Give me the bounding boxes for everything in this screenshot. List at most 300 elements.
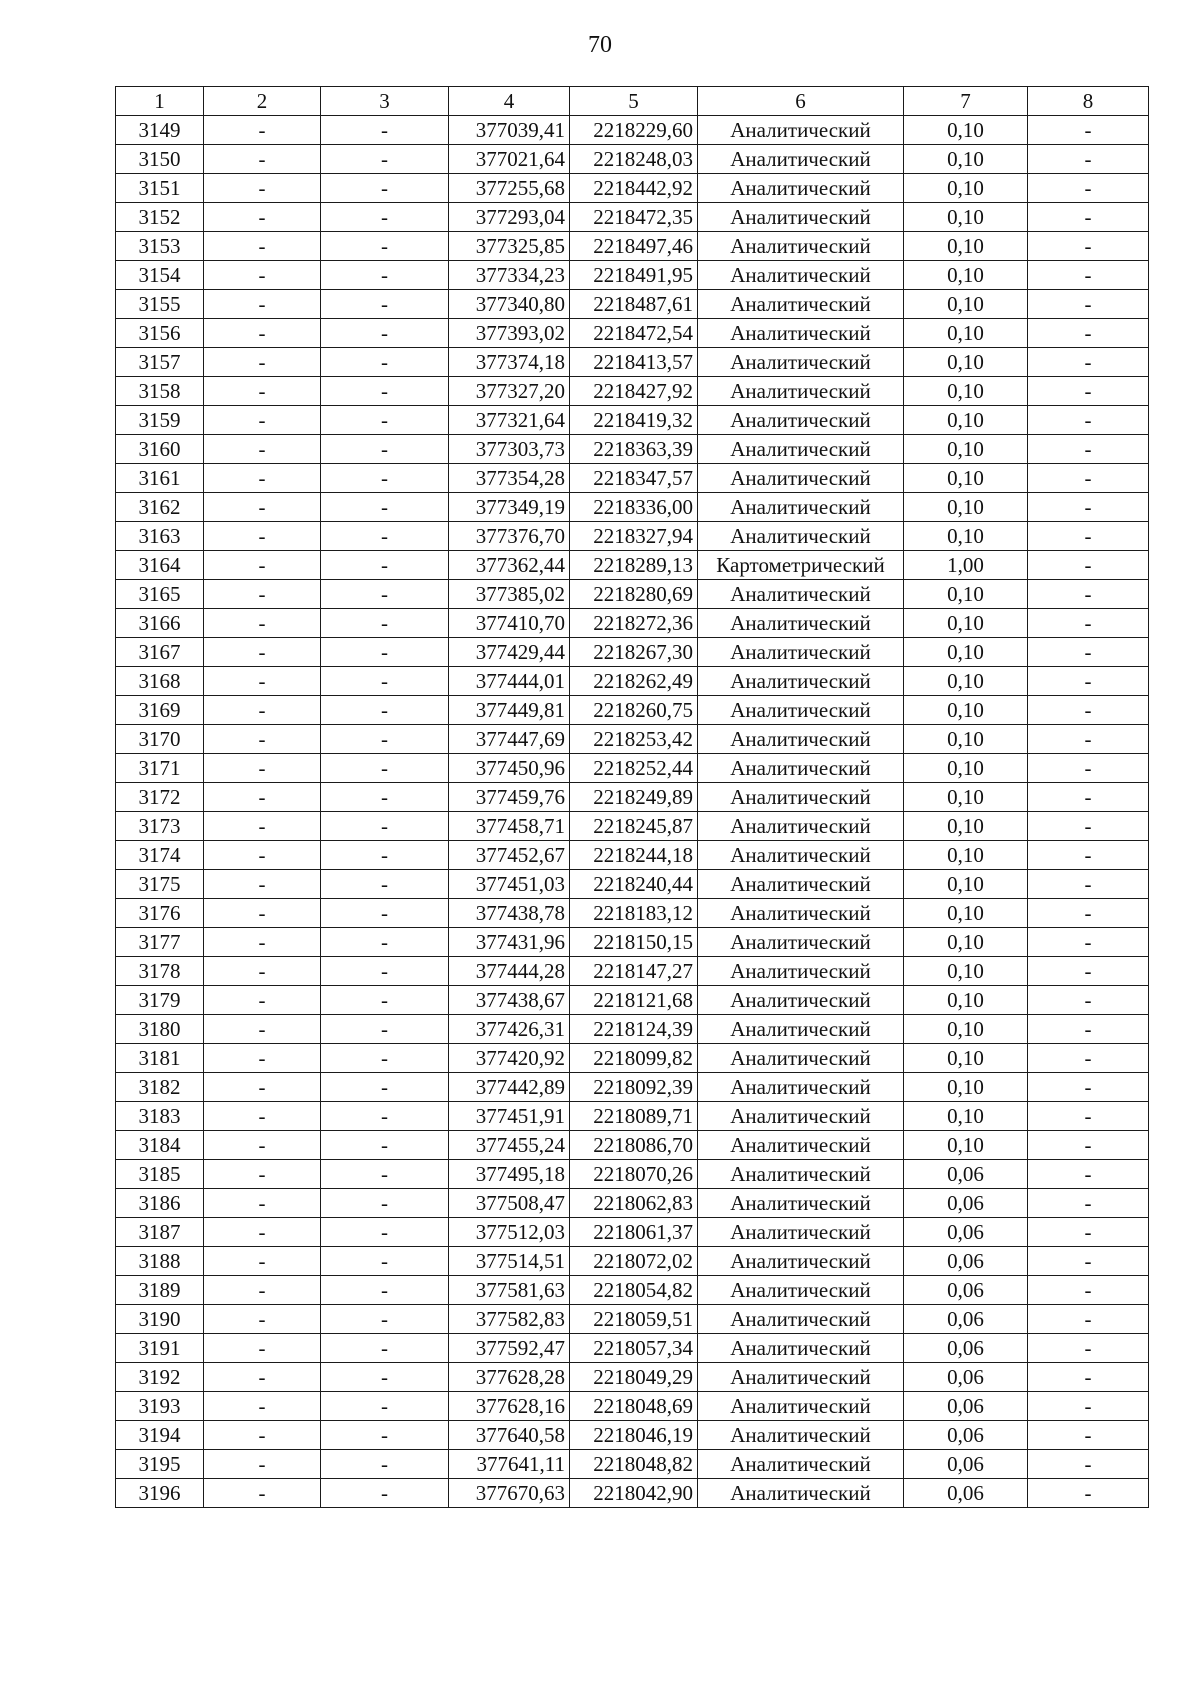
point-number-cell: 3183 xyxy=(116,1102,204,1131)
method-cell: Аналитический xyxy=(698,783,904,812)
col2-cell: - xyxy=(204,1450,321,1479)
col8-cell: - xyxy=(1028,290,1149,319)
col2-cell: - xyxy=(204,1276,321,1305)
accuracy-cell: 0,06 xyxy=(904,1392,1028,1421)
method-cell: Аналитический xyxy=(698,986,904,1015)
col2-cell: - xyxy=(204,1392,321,1421)
y-coordinate-cell: 2218062,83 xyxy=(570,1189,698,1218)
col8-cell: - xyxy=(1028,899,1149,928)
x-coordinate-cell: 377327,20 xyxy=(449,377,570,406)
method-cell: Аналитический xyxy=(698,1392,904,1421)
table-row xyxy=(116,1189,1149,1218)
accuracy-cell: 0,10 xyxy=(904,580,1028,609)
col2-cell: - xyxy=(204,1247,321,1276)
point-number-cell: 3175 xyxy=(116,870,204,899)
col2-cell: - xyxy=(204,116,321,145)
col3-cell: - xyxy=(321,1189,449,1218)
x-coordinate-cell: 377303,73 xyxy=(449,435,570,464)
x-coordinate-cell: 377334,23 xyxy=(449,261,570,290)
col2-cell: - xyxy=(204,377,321,406)
accuracy-cell: 0,10 xyxy=(904,319,1028,348)
col8-cell: - xyxy=(1028,1044,1149,1073)
col3-cell: - xyxy=(321,783,449,812)
col3-cell: - xyxy=(321,261,449,290)
table-row xyxy=(116,928,1149,957)
point-number-cell: 3188 xyxy=(116,1247,204,1276)
col8-cell: - xyxy=(1028,116,1149,145)
col3-cell: - xyxy=(321,435,449,464)
y-coordinate-cell: 2218419,32 xyxy=(570,406,698,435)
point-number-cell: 3169 xyxy=(116,696,204,725)
method-cell: Аналитический xyxy=(698,464,904,493)
table-row xyxy=(116,638,1149,667)
accuracy-cell: 0,10 xyxy=(904,696,1028,725)
col2-cell: - xyxy=(204,1131,321,1160)
method-cell: Аналитический xyxy=(698,1131,904,1160)
y-coordinate-cell: 2218442,92 xyxy=(570,174,698,203)
accuracy-cell: 0,06 xyxy=(904,1189,1028,1218)
accuracy-cell: 0,10 xyxy=(904,754,1028,783)
col3-cell: - xyxy=(321,377,449,406)
table-row xyxy=(116,493,1149,522)
col8-cell: - xyxy=(1028,1015,1149,1044)
col2-cell: - xyxy=(204,609,321,638)
y-coordinate-cell: 2218121,68 xyxy=(570,986,698,1015)
point-number-cell: 3194 xyxy=(116,1421,204,1450)
col8-cell: - xyxy=(1028,1189,1149,1218)
col2-cell: - xyxy=(204,812,321,841)
table-row xyxy=(116,841,1149,870)
accuracy-cell: 0,10 xyxy=(904,928,1028,957)
x-coordinate-cell: 377438,67 xyxy=(449,986,570,1015)
y-coordinate-cell: 2218072,02 xyxy=(570,1247,698,1276)
col3-cell: - xyxy=(321,1102,449,1131)
accuracy-cell: 0,06 xyxy=(904,1334,1028,1363)
y-coordinate-cell: 2218497,46 xyxy=(570,232,698,261)
method-cell: Аналитический xyxy=(698,1189,904,1218)
col2-cell: - xyxy=(204,783,321,812)
col8-cell: - xyxy=(1028,725,1149,754)
col8-cell: - xyxy=(1028,696,1149,725)
col8-cell: - xyxy=(1028,1392,1149,1421)
point-number-cell: 3187 xyxy=(116,1218,204,1247)
col8-cell: - xyxy=(1028,1131,1149,1160)
point-number-cell: 3163 xyxy=(116,522,204,551)
x-coordinate-cell: 377021,64 xyxy=(449,145,570,174)
accuracy-cell: 0,06 xyxy=(904,1247,1028,1276)
col3-cell: - xyxy=(321,493,449,522)
method-cell: Аналитический xyxy=(698,957,904,986)
col2-cell: - xyxy=(204,319,321,348)
y-coordinate-cell: 2218253,42 xyxy=(570,725,698,754)
col2-cell: - xyxy=(204,522,321,551)
point-number-cell: 3178 xyxy=(116,957,204,986)
y-coordinate-cell: 2218048,69 xyxy=(570,1392,698,1421)
accuracy-cell: 0,06 xyxy=(904,1305,1028,1334)
y-coordinate-cell: 2218049,29 xyxy=(570,1363,698,1392)
col8-cell: - xyxy=(1028,1363,1149,1392)
point-number-cell: 3172 xyxy=(116,783,204,812)
x-coordinate-cell: 377438,78 xyxy=(449,899,570,928)
point-number-cell: 3189 xyxy=(116,1276,204,1305)
y-coordinate-cell: 2218054,82 xyxy=(570,1276,698,1305)
table-row xyxy=(116,261,1149,290)
accuracy-cell: 0,06 xyxy=(904,1363,1028,1392)
col3-cell: - xyxy=(321,1450,449,1479)
method-cell: Аналитический xyxy=(698,754,904,783)
x-coordinate-cell: 377376,70 xyxy=(449,522,570,551)
coordinates-table xyxy=(115,86,1149,1508)
col8-cell: - xyxy=(1028,580,1149,609)
y-coordinate-cell: 2218327,94 xyxy=(570,522,698,551)
point-number-cell: 3186 xyxy=(116,1189,204,1218)
method-cell: Аналитический xyxy=(698,812,904,841)
col2-cell: - xyxy=(204,638,321,667)
table-row xyxy=(116,667,1149,696)
col2-cell: - xyxy=(204,1363,321,1392)
method-cell: Аналитический xyxy=(698,580,904,609)
accuracy-cell: 0,10 xyxy=(904,522,1028,551)
method-cell: Аналитический xyxy=(698,261,904,290)
point-number-cell: 3193 xyxy=(116,1392,204,1421)
col8-cell: - xyxy=(1028,319,1149,348)
y-coordinate-cell: 2218248,03 xyxy=(570,145,698,174)
table-row xyxy=(116,406,1149,435)
col8-cell: - xyxy=(1028,522,1149,551)
x-coordinate-cell: 377385,02 xyxy=(449,580,570,609)
point-number-cell: 3152 xyxy=(116,203,204,232)
accuracy-cell: 0,06 xyxy=(904,1276,1028,1305)
x-coordinate-cell: 377640,58 xyxy=(449,1421,570,1450)
method-cell: Аналитический xyxy=(698,1450,904,1479)
table-row xyxy=(116,145,1149,174)
col3-cell: - xyxy=(321,1363,449,1392)
accuracy-cell: 0,06 xyxy=(904,1479,1028,1508)
point-number-cell: 3162 xyxy=(116,493,204,522)
y-coordinate-cell: 2218089,71 xyxy=(570,1102,698,1131)
col2-cell: - xyxy=(204,1160,321,1189)
x-coordinate-cell: 377340,80 xyxy=(449,290,570,319)
col8-cell: - xyxy=(1028,667,1149,696)
accuracy-cell: 0,10 xyxy=(904,116,1028,145)
table-row xyxy=(116,1044,1149,1073)
point-number-cell: 3165 xyxy=(116,580,204,609)
x-coordinate-cell: 377255,68 xyxy=(449,174,570,203)
point-number-cell: 3167 xyxy=(116,638,204,667)
column-header: 8 xyxy=(1028,87,1149,116)
table-row xyxy=(116,1073,1149,1102)
col2-cell: - xyxy=(204,493,321,522)
col3-cell: - xyxy=(321,1276,449,1305)
y-coordinate-cell: 2218147,27 xyxy=(570,957,698,986)
x-coordinate-cell: 377628,28 xyxy=(449,1363,570,1392)
accuracy-cell: 0,10 xyxy=(904,377,1028,406)
table-row xyxy=(116,203,1149,232)
y-coordinate-cell: 2218289,13 xyxy=(570,551,698,580)
table-row xyxy=(116,957,1149,986)
accuracy-cell: 0,10 xyxy=(904,667,1028,696)
accuracy-cell: 0,10 xyxy=(904,493,1028,522)
table-row xyxy=(116,1421,1149,1450)
y-coordinate-cell: 2218086,70 xyxy=(570,1131,698,1160)
point-number-cell: 3158 xyxy=(116,377,204,406)
col2-cell: - xyxy=(204,1305,321,1334)
method-cell: Аналитический xyxy=(698,1102,904,1131)
x-coordinate-cell: 377449,81 xyxy=(449,696,570,725)
point-number-cell: 3176 xyxy=(116,899,204,928)
point-number-cell: 3196 xyxy=(116,1479,204,1508)
accuracy-cell: 0,10 xyxy=(904,348,1028,377)
x-coordinate-cell: 377451,91 xyxy=(449,1102,570,1131)
x-coordinate-cell: 377452,67 xyxy=(449,841,570,870)
col8-cell: - xyxy=(1028,928,1149,957)
col8-cell: - xyxy=(1028,1305,1149,1334)
col2-cell: - xyxy=(204,1421,321,1450)
col2-cell: - xyxy=(204,261,321,290)
y-coordinate-cell: 2218099,82 xyxy=(570,1044,698,1073)
col8-cell: - xyxy=(1028,1479,1149,1508)
table-row xyxy=(116,1479,1149,1508)
table-row xyxy=(116,1392,1149,1421)
col2-cell: - xyxy=(204,1073,321,1102)
x-coordinate-cell: 377512,03 xyxy=(449,1218,570,1247)
table-row xyxy=(116,116,1149,145)
y-coordinate-cell: 2218092,39 xyxy=(570,1073,698,1102)
accuracy-cell: 0,10 xyxy=(904,290,1028,319)
accuracy-cell: 0,10 xyxy=(904,1073,1028,1102)
table-row xyxy=(116,348,1149,377)
accuracy-cell: 0,10 xyxy=(904,261,1028,290)
method-cell: Аналитический xyxy=(698,667,904,696)
x-coordinate-cell: 377374,18 xyxy=(449,348,570,377)
method-cell: Аналитический xyxy=(698,1073,904,1102)
accuracy-cell: 0,10 xyxy=(904,783,1028,812)
method-cell: Аналитический xyxy=(698,174,904,203)
y-coordinate-cell: 2218272,36 xyxy=(570,609,698,638)
x-coordinate-cell: 377429,44 xyxy=(449,638,570,667)
method-cell: Аналитический xyxy=(698,841,904,870)
col2-cell: - xyxy=(204,290,321,319)
col3-cell: - xyxy=(321,609,449,638)
y-coordinate-cell: 2218150,15 xyxy=(570,928,698,957)
accuracy-cell: 0,06 xyxy=(904,1160,1028,1189)
y-coordinate-cell: 2218183,12 xyxy=(570,899,698,928)
method-cell: Аналитический xyxy=(698,232,904,261)
accuracy-cell: 0,10 xyxy=(904,145,1028,174)
x-coordinate-cell: 377410,70 xyxy=(449,609,570,638)
col8-cell: - xyxy=(1028,1160,1149,1189)
method-cell: Аналитический xyxy=(698,1479,904,1508)
col3-cell: - xyxy=(321,290,449,319)
method-cell: Аналитический xyxy=(698,1334,904,1363)
y-coordinate-cell: 2218244,18 xyxy=(570,841,698,870)
y-coordinate-cell: 2218336,00 xyxy=(570,493,698,522)
col2-cell: - xyxy=(204,435,321,464)
col3-cell: - xyxy=(321,406,449,435)
x-coordinate-cell: 377628,16 xyxy=(449,1392,570,1421)
x-coordinate-cell: 377641,11 xyxy=(449,1450,570,1479)
y-coordinate-cell: 2218057,34 xyxy=(570,1334,698,1363)
point-number-cell: 3177 xyxy=(116,928,204,957)
point-number-cell: 3185 xyxy=(116,1160,204,1189)
col2-cell: - xyxy=(204,986,321,1015)
x-coordinate-cell: 377039,41 xyxy=(449,116,570,145)
method-cell: Аналитический xyxy=(698,145,904,174)
method-cell: Аналитический xyxy=(698,203,904,232)
table-row xyxy=(116,870,1149,899)
col8-cell: - xyxy=(1028,1247,1149,1276)
col3-cell: - xyxy=(321,812,449,841)
method-cell: Аналитический xyxy=(698,348,904,377)
col3-cell: - xyxy=(321,754,449,783)
column-header: 3 xyxy=(321,87,449,116)
table-row xyxy=(116,377,1149,406)
y-coordinate-cell: 2218491,95 xyxy=(570,261,698,290)
point-number-cell: 3182 xyxy=(116,1073,204,1102)
point-number-cell: 3161 xyxy=(116,464,204,493)
y-coordinate-cell: 2218260,75 xyxy=(570,696,698,725)
method-cell: Аналитический xyxy=(698,1015,904,1044)
table-row xyxy=(116,1160,1149,1189)
point-number-cell: 3168 xyxy=(116,667,204,696)
table-row xyxy=(116,1015,1149,1044)
col3-cell: - xyxy=(321,1392,449,1421)
column-header: 7 xyxy=(904,87,1028,116)
accuracy-cell: 0,06 xyxy=(904,1450,1028,1479)
method-cell: Аналитический xyxy=(698,377,904,406)
x-coordinate-cell: 377582,83 xyxy=(449,1305,570,1334)
col2-cell: - xyxy=(204,580,321,609)
col3-cell: - xyxy=(321,957,449,986)
method-cell: Аналитический xyxy=(698,1305,904,1334)
col3-cell: - xyxy=(321,116,449,145)
col2-cell: - xyxy=(204,1189,321,1218)
col3-cell: - xyxy=(321,232,449,261)
y-coordinate-cell: 2218267,30 xyxy=(570,638,698,667)
x-coordinate-cell: 377426,31 xyxy=(449,1015,570,1044)
y-coordinate-cell: 2218229,60 xyxy=(570,116,698,145)
col2-cell: - xyxy=(204,1015,321,1044)
col8-cell: - xyxy=(1028,406,1149,435)
col2-cell: - xyxy=(204,203,321,232)
table-row xyxy=(116,1363,1149,1392)
col2-cell: - xyxy=(204,754,321,783)
y-coordinate-cell: 2218249,89 xyxy=(570,783,698,812)
col3-cell: - xyxy=(321,638,449,667)
method-cell: Аналитический xyxy=(698,1160,904,1189)
col8-cell: - xyxy=(1028,812,1149,841)
table-row xyxy=(116,1276,1149,1305)
accuracy-cell: 0,10 xyxy=(904,1131,1028,1160)
table-row xyxy=(116,1102,1149,1131)
table-row xyxy=(116,174,1149,203)
col3-cell: - xyxy=(321,580,449,609)
x-coordinate-cell: 377442,89 xyxy=(449,1073,570,1102)
col3-cell: - xyxy=(321,551,449,580)
method-cell: Аналитический xyxy=(698,319,904,348)
col8-cell: - xyxy=(1028,638,1149,667)
col3-cell: - xyxy=(321,986,449,1015)
col8-cell: - xyxy=(1028,348,1149,377)
method-cell: Аналитический xyxy=(698,435,904,464)
page-number: 70 xyxy=(588,32,612,58)
table-row xyxy=(116,319,1149,348)
method-cell: Аналитический xyxy=(698,1044,904,1073)
accuracy-cell: 0,10 xyxy=(904,841,1028,870)
table-row xyxy=(116,435,1149,464)
col2-cell: - xyxy=(204,1479,321,1508)
col3-cell: - xyxy=(321,1073,449,1102)
method-cell: Аналитический xyxy=(698,870,904,899)
x-coordinate-cell: 377459,76 xyxy=(449,783,570,812)
method-cell: Аналитический xyxy=(698,638,904,667)
accuracy-cell: 0,10 xyxy=(904,435,1028,464)
col8-cell: - xyxy=(1028,986,1149,1015)
col2-cell: - xyxy=(204,464,321,493)
col3-cell: - xyxy=(321,1015,449,1044)
col3-cell: - xyxy=(321,522,449,551)
col8-cell: - xyxy=(1028,1421,1149,1450)
col3-cell: - xyxy=(321,696,449,725)
col2-cell: - xyxy=(204,406,321,435)
x-coordinate-cell: 377508,47 xyxy=(449,1189,570,1218)
accuracy-cell: 1,00 xyxy=(904,551,1028,580)
col8-cell: - xyxy=(1028,493,1149,522)
method-cell: Аналитический xyxy=(698,696,904,725)
accuracy-cell: 0,10 xyxy=(904,1044,1028,1073)
point-number-cell: 3184 xyxy=(116,1131,204,1160)
x-coordinate-cell: 377455,24 xyxy=(449,1131,570,1160)
point-number-cell: 3166 xyxy=(116,609,204,638)
x-coordinate-cell: 377458,71 xyxy=(449,812,570,841)
x-coordinate-cell: 377444,28 xyxy=(449,957,570,986)
x-coordinate-cell: 377354,28 xyxy=(449,464,570,493)
x-coordinate-cell: 377670,63 xyxy=(449,1479,570,1508)
col3-cell: - xyxy=(321,174,449,203)
method-cell: Аналитический xyxy=(698,609,904,638)
point-number-cell: 3157 xyxy=(116,348,204,377)
col8-cell: - xyxy=(1028,1334,1149,1363)
accuracy-cell: 0,10 xyxy=(904,870,1028,899)
col8-cell: - xyxy=(1028,232,1149,261)
col8-cell: - xyxy=(1028,203,1149,232)
point-number-cell: 3149 xyxy=(116,116,204,145)
method-cell: Аналитический xyxy=(698,1218,904,1247)
col2-cell: - xyxy=(204,725,321,754)
point-number-cell: 3181 xyxy=(116,1044,204,1073)
accuracy-cell: 0,10 xyxy=(904,203,1028,232)
col2-cell: - xyxy=(204,232,321,261)
point-number-cell: 3192 xyxy=(116,1363,204,1392)
accuracy-cell: 0,10 xyxy=(904,638,1028,667)
method-cell: Аналитический xyxy=(698,116,904,145)
x-coordinate-cell: 377293,04 xyxy=(449,203,570,232)
method-cell: Аналитический xyxy=(698,899,904,928)
col8-cell: - xyxy=(1028,1073,1149,1102)
table-row xyxy=(116,232,1149,261)
y-coordinate-cell: 2218252,44 xyxy=(570,754,698,783)
point-number-cell: 3180 xyxy=(116,1015,204,1044)
point-number-cell: 3164 xyxy=(116,551,204,580)
col3-cell: - xyxy=(321,1305,449,1334)
col8-cell: - xyxy=(1028,464,1149,493)
col3-cell: - xyxy=(321,1044,449,1073)
table-row xyxy=(116,783,1149,812)
col3-cell: - xyxy=(321,1131,449,1160)
x-coordinate-cell: 377420,92 xyxy=(449,1044,570,1073)
col8-cell: - xyxy=(1028,145,1149,174)
accuracy-cell: 0,10 xyxy=(904,609,1028,638)
